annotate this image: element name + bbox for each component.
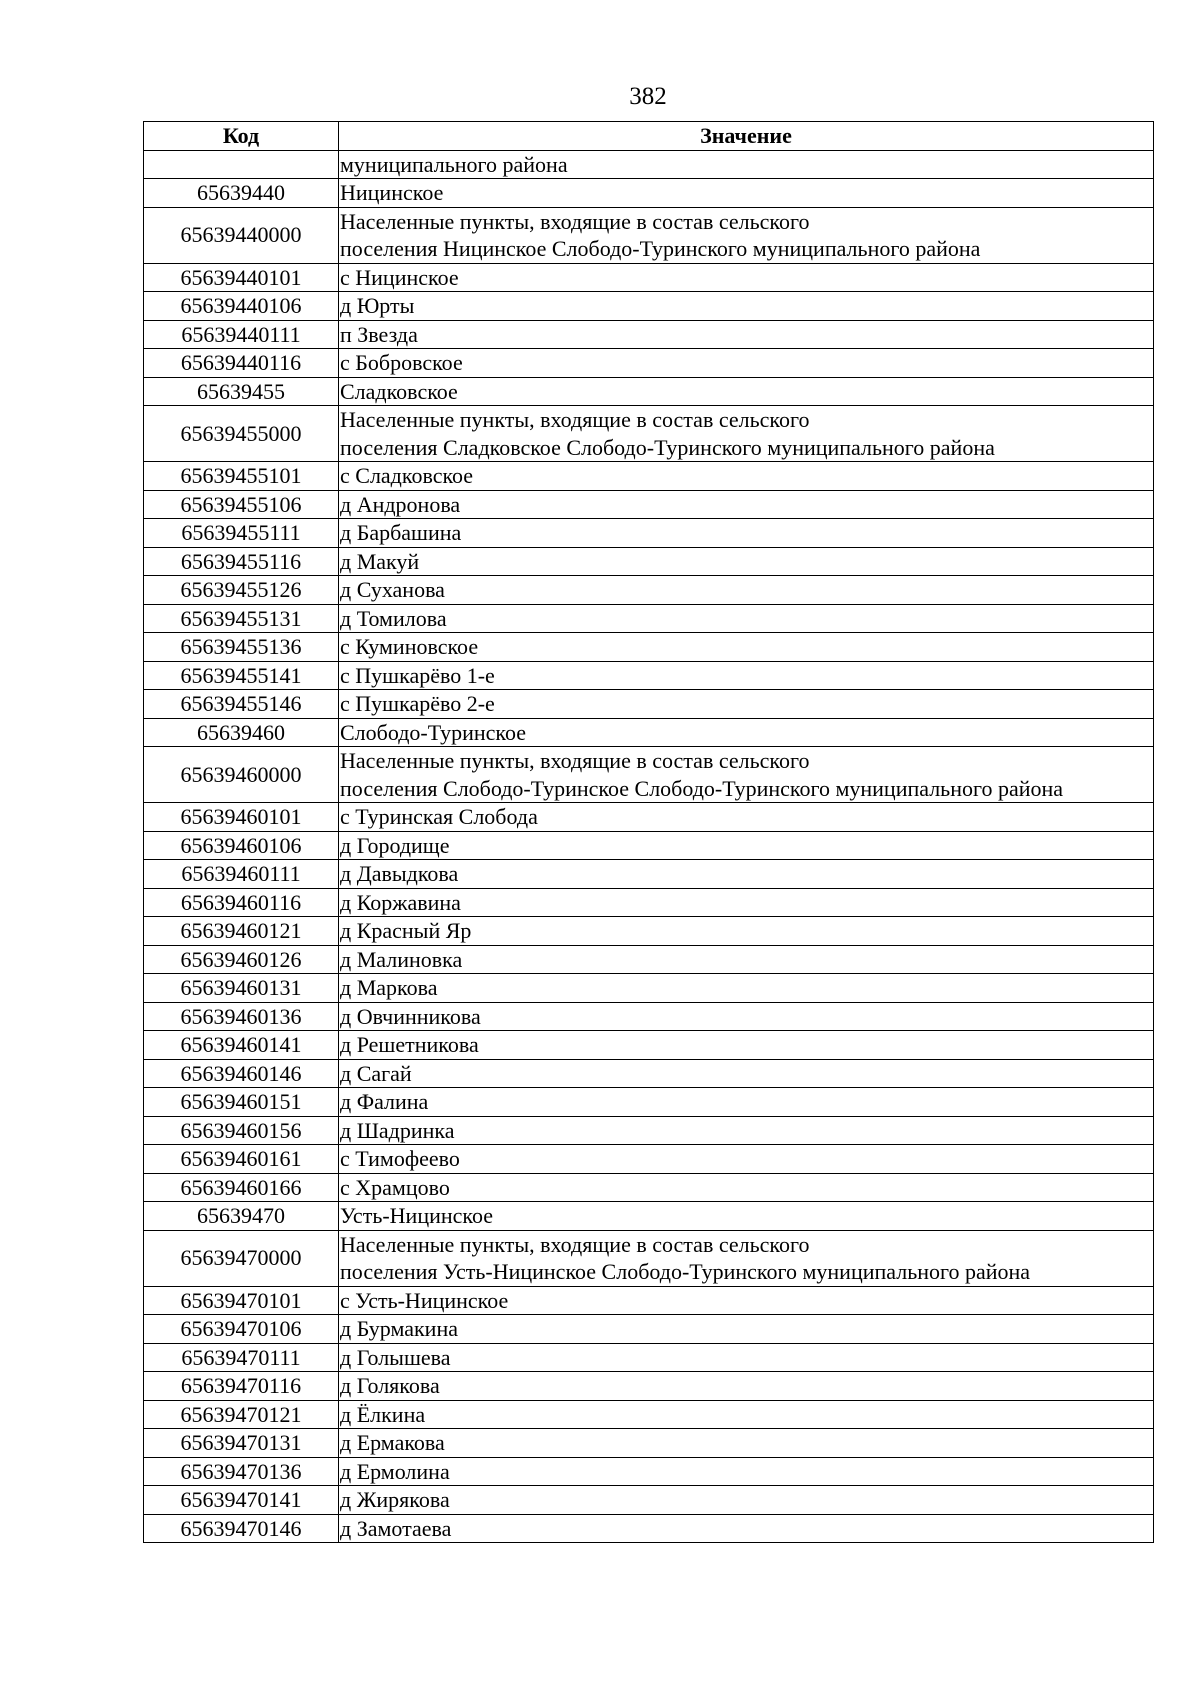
table-row	[144, 519, 1154, 548]
table-row	[144, 604, 1154, 633]
table-row	[144, 349, 1154, 378]
code-cell: 65639440	[144, 179, 339, 208]
code-cell: 65639460	[144, 718, 339, 747]
value-line: д Суханова	[340, 577, 445, 602]
value-line: д Бурмакина	[340, 1316, 458, 1341]
table-row	[144, 406, 1154, 462]
value-line: д Барбашина	[340, 520, 462, 545]
value-cell	[339, 1002, 1154, 1031]
value-cell	[339, 661, 1154, 690]
table-row	[144, 1400, 1154, 1429]
code-cell: 65639470000	[144, 1230, 339, 1286]
value-line: с Сладковское	[340, 463, 474, 488]
table-row	[144, 1457, 1154, 1486]
code-cell: 65639470136	[144, 1457, 339, 1486]
table-row	[144, 718, 1154, 747]
value-cell	[339, 803, 1154, 832]
value-line: д Замотаева	[340, 1515, 452, 1541]
value-cell	[339, 1457, 1154, 1486]
table-row	[144, 547, 1154, 576]
code-cell: 65639440101	[144, 263, 339, 292]
table-row	[144, 1116, 1154, 1145]
value-line: д Ермолина	[340, 1458, 450, 1484]
table-row	[144, 633, 1154, 662]
code-cell: 65639470146	[144, 1514, 339, 1543]
value-cell	[339, 974, 1154, 1003]
code-cell: 65639460136	[144, 1002, 339, 1031]
value-line: д Красный Яр	[340, 918, 472, 943]
value-line: д Томилова	[340, 605, 447, 631]
value-line: поселения Усть-Ницинское Слободо-Туринского муниципального района	[340, 1259, 1031, 1284]
value-cell	[339, 547, 1154, 576]
code-cell: 65639455141	[144, 661, 339, 690]
value-cell	[339, 349, 1154, 378]
value-cell	[339, 263, 1154, 292]
value-cell	[339, 604, 1154, 633]
code-cell: 65639455101	[144, 462, 339, 491]
value-cell	[339, 1343, 1154, 1372]
value-cell	[339, 377, 1154, 406]
value-line: д Решетникова	[340, 1032, 479, 1057]
table-row	[144, 831, 1154, 860]
code-cell: 65639460151	[144, 1088, 339, 1117]
table-header-row	[144, 122, 1154, 151]
code-cell: 65639460131	[144, 974, 339, 1003]
value-line: д Коржавина	[340, 889, 461, 915]
code-cell	[144, 150, 339, 179]
value-line: д Голышева	[340, 1344, 451, 1370]
value-cell	[339, 1429, 1154, 1458]
table-row	[144, 917, 1154, 946]
code-cell: 65639460126	[144, 945, 339, 974]
value-line: д Давыдкова	[340, 861, 459, 886]
value-cell	[339, 1202, 1154, 1231]
value-line: д Городище	[340, 832, 450, 858]
value-cell	[339, 519, 1154, 548]
value-cell	[339, 1400, 1154, 1429]
classifier-table	[143, 121, 1154, 1543]
value-line: с Куминовское	[340, 634, 479, 659]
value-line: Населенные пункты, входящие в состав сельского	[340, 748, 810, 773]
value-line: с Пушкарёво 2-е	[340, 691, 495, 716]
value-line: с Бобровское	[340, 350, 463, 375]
table-row	[144, 576, 1154, 605]
code-cell: 65639455000	[144, 406, 339, 462]
value-line: д Сагай	[340, 1060, 412, 1086]
value-cell	[339, 1286, 1154, 1315]
code-cell: 65639460161	[144, 1145, 339, 1174]
value-cell	[339, 292, 1154, 321]
table-row	[144, 1315, 1154, 1344]
column-header-value: Значение	[339, 122, 1154, 151]
table-row	[144, 462, 1154, 491]
value-line: д Макуй	[340, 548, 420, 574]
value-cell	[339, 462, 1154, 491]
code-cell: 65639460166	[144, 1173, 339, 1202]
value-line: п Звезда	[340, 321, 418, 347]
code-cell: 65639455106	[144, 490, 339, 519]
code-cell: 65639440000	[144, 207, 339, 263]
value-cell	[339, 1145, 1154, 1174]
table-row	[144, 1230, 1154, 1286]
table-row	[144, 1088, 1154, 1117]
value-line: с Туринская Слобода	[340, 804, 538, 829]
value-cell	[339, 320, 1154, 349]
table-row	[144, 207, 1154, 263]
value-cell	[339, 150, 1154, 179]
table-row	[144, 974, 1154, 1003]
table-row	[144, 661, 1154, 690]
value-line: д Шадринка	[340, 1117, 455, 1143]
table-row	[144, 1145, 1154, 1174]
value-cell	[339, 1315, 1154, 1344]
value-line: Сладковское	[340, 378, 458, 404]
code-cell: 65639470	[144, 1202, 339, 1231]
value-cell	[339, 718, 1154, 747]
table-row	[144, 1202, 1154, 1231]
value-cell	[339, 576, 1154, 605]
table-row	[144, 1031, 1154, 1060]
code-cell: 65639460146	[144, 1059, 339, 1088]
value-line: Слободо-Туринское	[340, 719, 526, 745]
value-line: Усть-Ницинское	[340, 1203, 494, 1228]
value-line: д Маркова	[340, 975, 438, 1000]
table-row	[144, 1343, 1154, 1372]
value-line: поселения Ницинское Слободо-Туринского муниципального района	[340, 236, 981, 261]
table-row	[144, 320, 1154, 349]
code-cell: 65639440116	[144, 349, 339, 378]
table-row	[144, 377, 1154, 406]
value-line: д Юрты	[340, 293, 415, 318]
code-cell: 65639440106	[144, 292, 339, 321]
value-line: Населенные пункты, входящие в состав сельского	[340, 1231, 810, 1257]
value-line: поселения Слободо-Туринское Слободо-Туринского муниципального района	[340, 775, 1064, 801]
table-row	[144, 1514, 1154, 1543]
value-cell	[339, 490, 1154, 519]
code-cell: 65639455111	[144, 519, 339, 548]
value-cell	[339, 1173, 1154, 1202]
table-row	[144, 860, 1154, 889]
code-cell: 65639455126	[144, 576, 339, 605]
value-line: с Пушкарёво 1-е	[340, 662, 495, 688]
value-line: д Ёлкина	[340, 1401, 426, 1427]
value-cell	[339, 207, 1154, 263]
value-cell	[339, 1059, 1154, 1088]
table-row	[144, 1486, 1154, 1515]
code-cell: 65639460121	[144, 917, 339, 946]
value-line: с Усть-Ницинское	[340, 1287, 509, 1313]
value-line: д Ермакова	[340, 1430, 445, 1455]
value-line: д Голякова	[340, 1373, 440, 1398]
value-line: муниципального района	[340, 151, 568, 177]
table-row	[144, 1059, 1154, 1088]
value-cell	[339, 860, 1154, 889]
table-row	[144, 179, 1154, 208]
code-cell: 65639460000	[144, 747, 339, 803]
code-cell: 65639455146	[144, 690, 339, 719]
table-row	[144, 292, 1154, 321]
table-row	[144, 690, 1154, 719]
code-cell: 65639455136	[144, 633, 339, 662]
code-cell: 65639470116	[144, 1372, 339, 1401]
code-cell: 65639460116	[144, 888, 339, 917]
value-cell	[339, 179, 1154, 208]
value-cell	[339, 1372, 1154, 1401]
table-row	[144, 263, 1154, 292]
code-cell: 65639455131	[144, 604, 339, 633]
table-row	[144, 150, 1154, 179]
value-cell	[339, 888, 1154, 917]
value-line: поселения Сладковское Слободо-Туринского муниципального района	[340, 434, 995, 460]
table-row	[144, 945, 1154, 974]
table-body	[144, 150, 1154, 1543]
table-row	[144, 803, 1154, 832]
code-cell: 65639470131	[144, 1429, 339, 1458]
page-number: 382	[629, 83, 667, 110]
value-line: д Малиновка	[340, 946, 463, 972]
table-row	[144, 490, 1154, 519]
table-row	[144, 1002, 1154, 1031]
code-cell: 65639460106	[144, 831, 339, 860]
value-line: Населенные пункты, входящие в состав сельского	[340, 407, 810, 432]
value-line: Ницинское	[340, 180, 444, 205]
code-cell: 65639460141	[144, 1031, 339, 1060]
value-cell	[339, 1088, 1154, 1117]
value-line: д Фалина	[340, 1089, 429, 1114]
column-header-code: Код	[144, 122, 339, 151]
value-cell	[339, 747, 1154, 803]
value-cell	[339, 945, 1154, 974]
value-line: с Храмцово	[340, 1174, 450, 1200]
table-row	[144, 1372, 1154, 1401]
code-cell: 65639470121	[144, 1400, 339, 1429]
table-row	[144, 747, 1154, 803]
value-line: д Андронова	[340, 491, 461, 517]
value-cell	[339, 633, 1154, 662]
value-line: с Тимофеево	[340, 1146, 460, 1171]
table-row	[144, 1173, 1154, 1202]
table-row	[144, 1429, 1154, 1458]
value-cell	[339, 1486, 1154, 1515]
value-cell	[339, 1116, 1154, 1145]
code-cell: 65639440111	[144, 320, 339, 349]
table-row	[144, 1286, 1154, 1315]
code-cell: 65639455116	[144, 547, 339, 576]
code-cell: 65639470141	[144, 1486, 339, 1515]
code-cell: 65639470111	[144, 1343, 339, 1372]
table-row	[144, 888, 1154, 917]
value-cell	[339, 1230, 1154, 1286]
value-line: Населенные пункты, входящие в состав сельского	[340, 208, 810, 234]
code-cell: 65639460101	[144, 803, 339, 832]
value-cell	[339, 917, 1154, 946]
value-cell	[339, 406, 1154, 462]
value-cell	[339, 1514, 1154, 1543]
code-cell: 65639470101	[144, 1286, 339, 1315]
code-cell: 65639470106	[144, 1315, 339, 1344]
code-cell: 65639460111	[144, 860, 339, 889]
value-line: д Овчинникова	[340, 1003, 481, 1029]
value-cell	[339, 690, 1154, 719]
value-cell	[339, 831, 1154, 860]
value-cell	[339, 1031, 1154, 1060]
code-cell: 65639455	[144, 377, 339, 406]
value-line: с Ницинское	[340, 264, 459, 290]
code-cell: 65639460156	[144, 1116, 339, 1145]
value-line: д Жирякова	[340, 1487, 450, 1512]
